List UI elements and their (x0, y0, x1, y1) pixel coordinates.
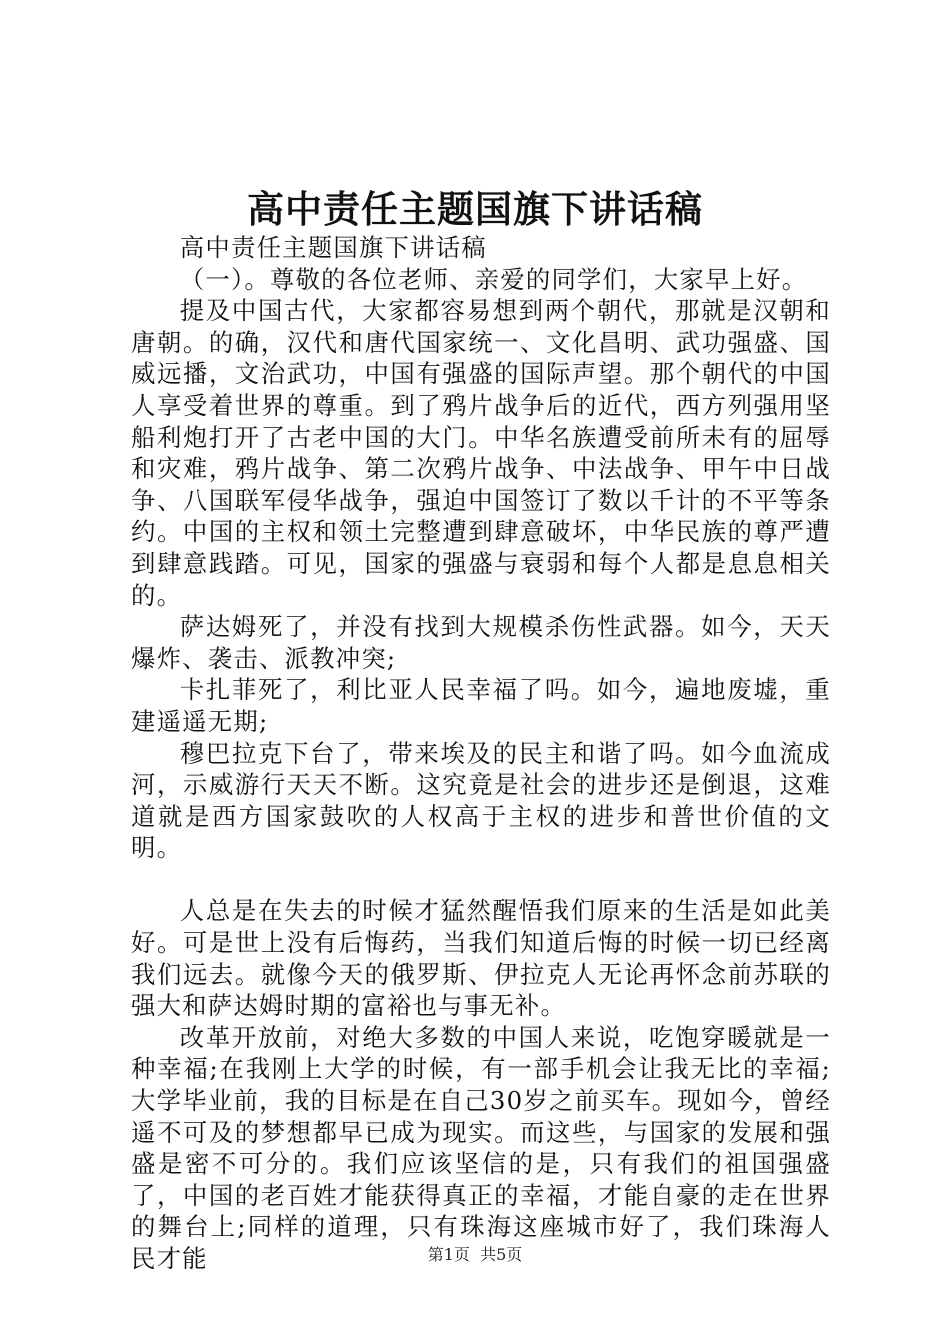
paragraph-mubarak: 穆巴拉克下台了，带来埃及的民主和谐了吗。如今血流成河，示威游行天天不断。这究竟是社会的进步还是倒退，这难道就是西方国家鼓吹的人权高于主权的进步和普世价值的文明。 (131, 738, 831, 863)
page-total: 共5页 (480, 1245, 523, 1264)
paragraph-subtitle: 高中责任主题国旗下讲话稿 (179, 233, 487, 262)
document-body (131, 232, 831, 1275)
paragraph-greeting: （一）。尊敬的各位老师、亲爱的同学们，大家早上好。 (179, 264, 808, 294)
paragraph-reform: 改革开放前，对绝大多数的中国人来说，吃饱穿暖就是一种幸福;在我刚上大学的时候，有一部手机会让我无比的幸福;大学毕业前，我的目标是在自己30岁之前买车。现如今，曾经遥不可及的梦想都早已成为现实。而这些，与国家的发展和强盛是密不可分的。我们应该坚信的是，只有我们的祖国强盛了，中国的老百姓才能获得真正的幸福，才能自豪的走在世界的舞台上;同样的道理，只有珠海这座城市好了，我们珠海人民才能 (131, 1022, 831, 1273)
document-title: 高中责任主题国旗下讲话稿 (247, 187, 703, 231)
paragraph-gaddafi: 卡扎菲死了，利比亚人民幸福了吗。如今，遍地废墟，重建遥遥无期; (131, 675, 831, 736)
page-number: 第1页 (427, 1245, 470, 1264)
page-footer (0, 1243, 950, 1267)
paragraph-saddam: 萨达姆死了，并没有找到大规模杀伤性武器。如今，天天爆炸、袭击、派教冲突; (131, 612, 831, 673)
paragraph-regret: 人总是在失去的时候才猛然醒悟我们原来的生活是如此美好。可是世上没有后悔药，当我们知道后悔的时候一切已经离我们远去。就像今天的俄罗斯、伊拉克人无论再怀念前苏联的强大和萨达姆时期的富裕也与事无补。 (131, 896, 831, 1021)
paragraph-history: 提及中国古代，大家都容易想到两个朝代，那就是汉朝和唐朝。的确，汉代和唐代国家统一、文化昌明、武功强盛、国威远播，文治武功，中国有强盛的国际声望。那个朝代的中国人享受着世界的尊重。到了鸦片战争后的近代，西方列强用坚船利炮打开了古老中国的大门。中华名族遭受前所未有的屈辱和灾难，鸦片战争、第二次鸦片战争、中法战争、甲午中日战争、八国联军侵华战争，强迫中国签订了数以千计的不平等条约。中国的主权和领土完整遭到肆意破坏，中华民族的尊严遭到肆意践踏。可见，国家的强盛与衰弱和每个人都是息息相关的。 (131, 296, 831, 610)
